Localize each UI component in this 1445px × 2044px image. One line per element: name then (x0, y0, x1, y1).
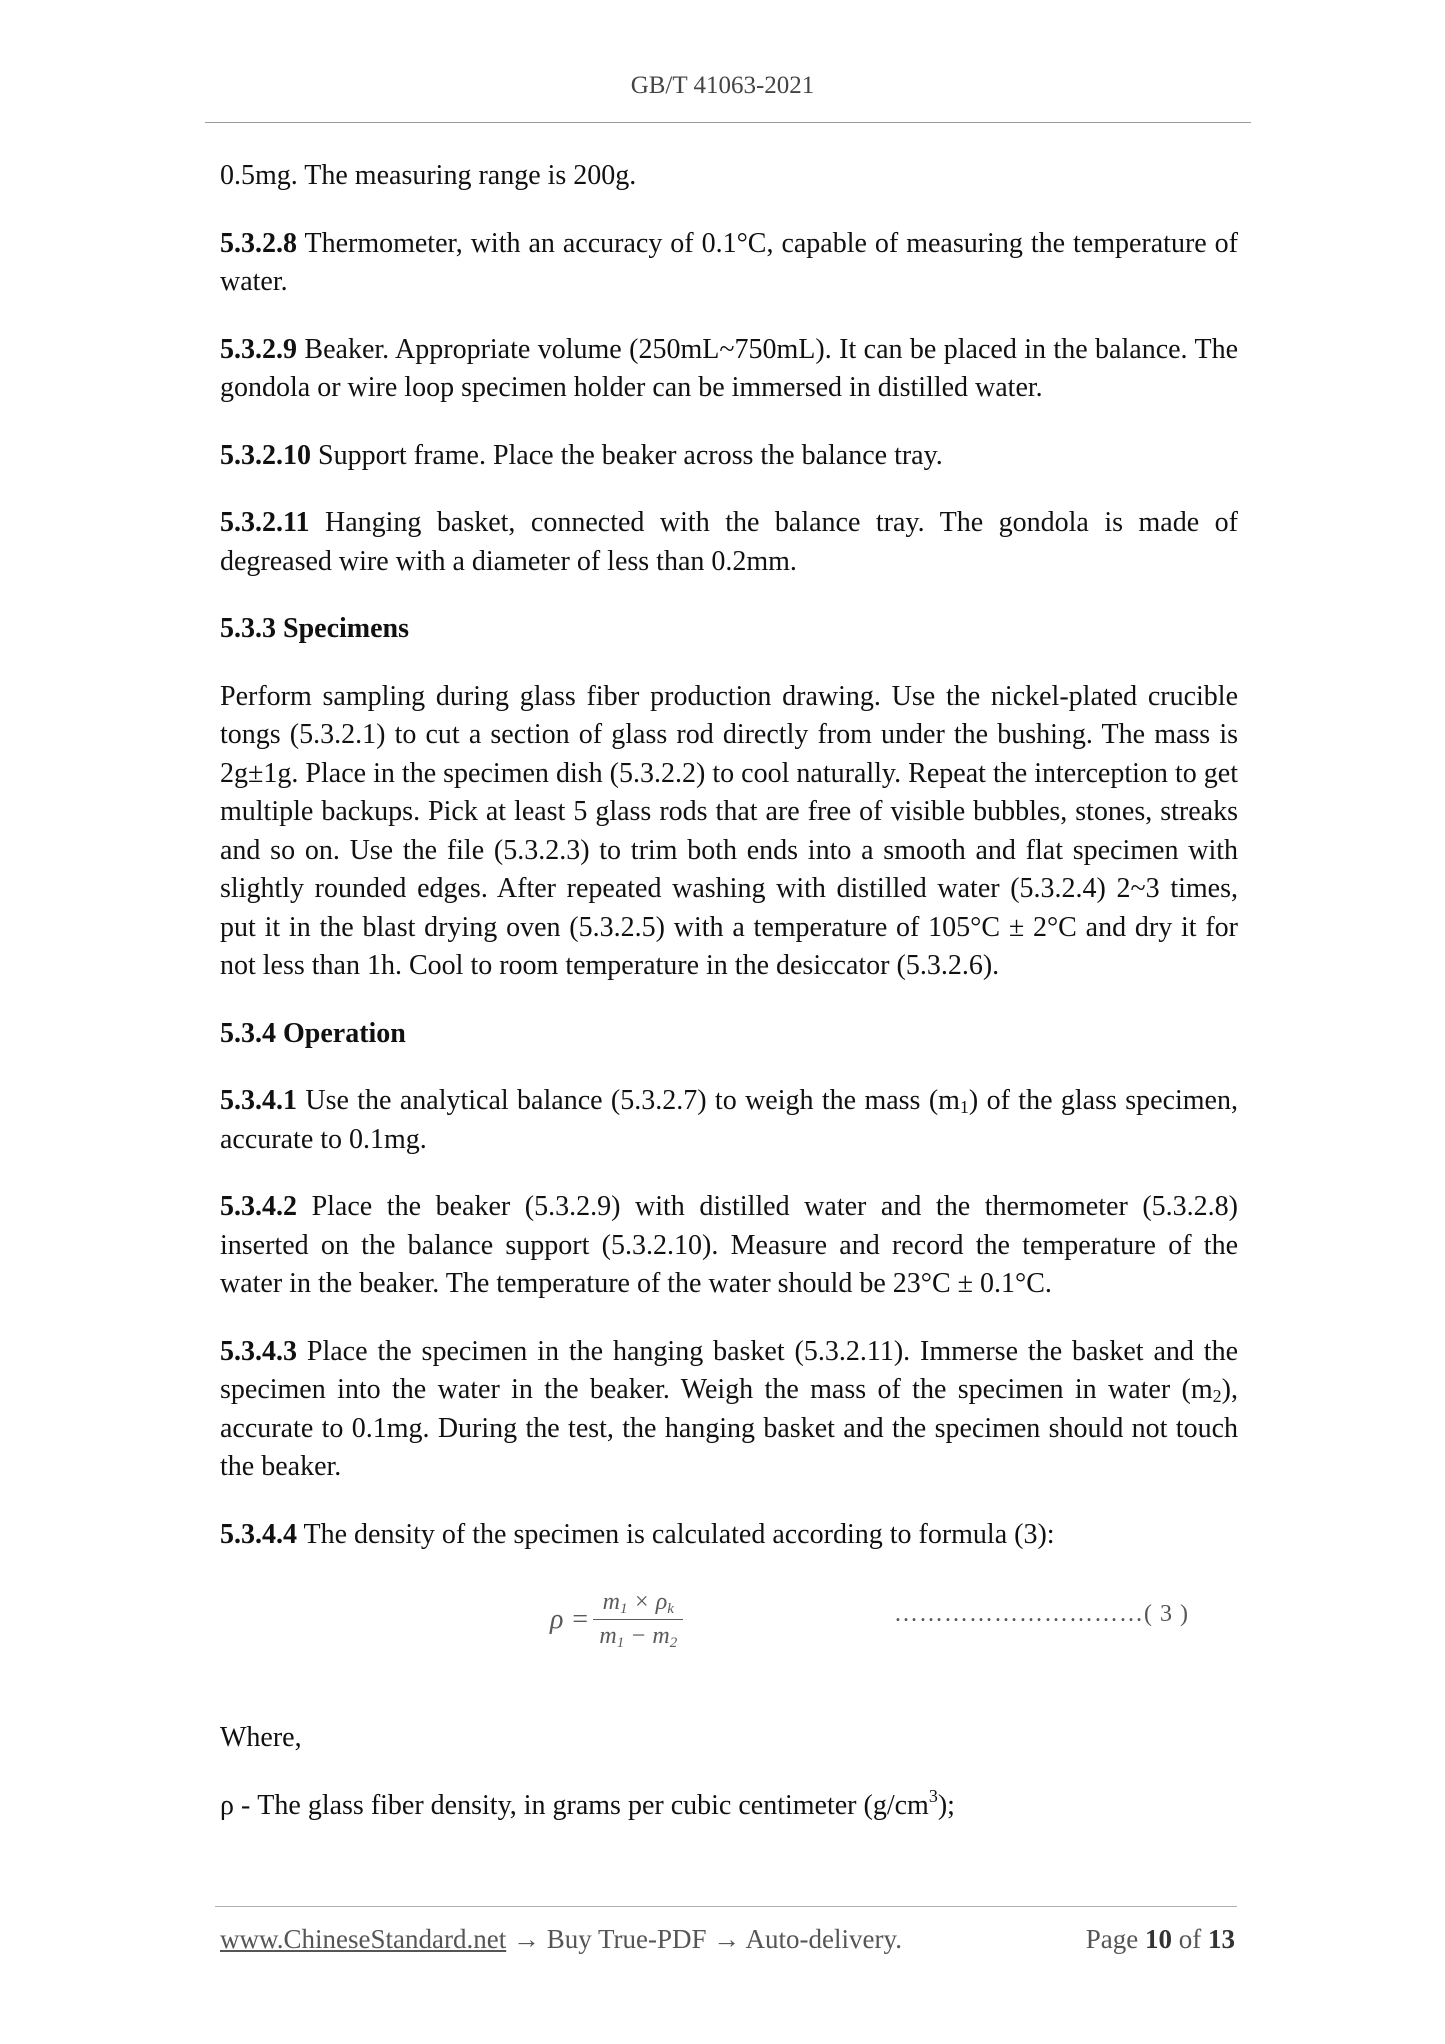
clause-number: 5.3.2.10 (220, 439, 311, 471)
clause-number: 5.3.2.9 (220, 333, 297, 365)
footer-divider (215, 1906, 1237, 1907)
clause-number: 5.3.4.1 (220, 1085, 297, 1116)
clause-5-3-2-8: 5.3.2.8 Thermometer, with an accuracy of 0.1°C, capable of measuring the temperature of water. (220, 227, 1238, 297)
current-page: 10 (1145, 1924, 1172, 1954)
equation-number: …………………………( 3 ) (894, 1601, 1189, 1627)
chinesestandard-link[interactable]: www.ChineseStandard.net (220, 1924, 507, 1954)
clause-number: 5.3.2.11 (220, 507, 310, 538)
section-heading-operation: 5.3.4 Operation (220, 1017, 406, 1049)
clause-number: 5.3.4.3 (220, 1335, 297, 1367)
footer-tagline: → Buy True-PDF → Auto-delivery. (506, 1924, 902, 1954)
clause-number: 5.3.2.8 (220, 227, 297, 259)
page-indicator: Page 10 of 13 (1085, 1924, 1235, 1954)
paragraph-continuation: 0.5mg. The measuring range is 200g. (220, 160, 637, 191)
standard-code-header: GB/T 41063-2021 (630, 72, 815, 99)
page-body (220, 157, 1238, 1854)
clause-5-3-4-4: 5.3.4.4 The density of the specimen is calculated according to formula (3): (220, 1518, 1055, 1550)
clause-number: 5.3.4.2 (220, 1191, 297, 1222)
definition-rho: ρ - The glass fiber density, in grams per cubic centimeter $(g/cm^3)$; (220, 1785, 955, 1821)
density-formula (550, 1589, 683, 1650)
clause-5-3-2-10: 5.3.2.10 Support frame. Place the beaker across the balance tray. (220, 439, 943, 471)
formula-lhs: ρ = (550, 1603, 590, 1635)
formula-3 (220, 1583, 1238, 1683)
clause-5-3-4-3: 5.3.4.3 Place the specimen in the hanging basket (5.3.2.11). Immerse the basket and the specimen into the water in the beaker. Weigh the mass of the specimen in water $(m_2)$, accurate to 0.1mg. During the test, the hanging basket and the specimen should not touch the beaker. (220, 1335, 1238, 1482)
clause-5-3-2-11: 5.3.2.11 Hanging basket, connected with the balance tray. The gondola is made of degreased wire with a diameter of less than 0.2mm. (220, 507, 1238, 577)
formula-denominator: $m_1 - m_2$ (599, 1623, 678, 1651)
formula-numerator: $m_1 \times \rho_k$ (602, 1589, 674, 1617)
header-divider (205, 122, 1251, 123)
section-heading-specimens: 5.3.3 Specimens (220, 613, 409, 644)
formula-fraction (593, 1589, 683, 1650)
clause-5-3-4-2: 5.3.4.2 Place the beaker (5.3.2.9) with distilled water and the thermometer (5.3.2.8) inserted on the balance support (5.3.2.10). Measure and record the temperature of the water in the beaker. The temperature of the water should be 23°C ± 0.1°C. (220, 1191, 1238, 1299)
clause-5-3-4-1: 5.3.4.1 Use the analytical balance (5.3.2.7) to weigh the mass $(m_1)$ of the glass specimen, accurate to 0.1mg. (220, 1085, 1238, 1155)
fraction-bar (593, 1619, 683, 1620)
total-pages: 13 (1208, 1924, 1235, 1954)
clause-number: 5.3.4.4 (220, 1518, 297, 1550)
specimens-paragraph: Perform sampling during glass fiber production drawing. Use the nickel-plated crucible tongs (5.3.2.1) to cut a section of glass rod directly from under the bushing. The mass is 2g±1g. Place in the specimen dish (5.3.2.2) to cool naturally. Repeat the interception to get multiple backups. Pick at least 5 glass rods that are free of visible bubbles, stones, streaks and so on. Use the file (5.3.2.3) to trim both ends into a smooth and flat specimen with slightly rounded edges. After repeated washing with distilled water (5.3.2.4) 2~3 times, put it in the blast drying oven (5.3.2.5) with a temperature of 105°C ± 2°C and dry it for not less than 1h. Cool to room temperature in the desiccator (5.3.2.6). (220, 680, 1238, 981)
footer-links (220, 1924, 902, 1955)
clause-5-3-2-9: 5.3.2.9 Beaker. Appropriate volume (250mL~750mL). It can be placed in the balance. The gondola or wire loop specimen holder can be immersed in distilled water. (220, 333, 1238, 403)
where-label: Where, (220, 1722, 302, 1753)
